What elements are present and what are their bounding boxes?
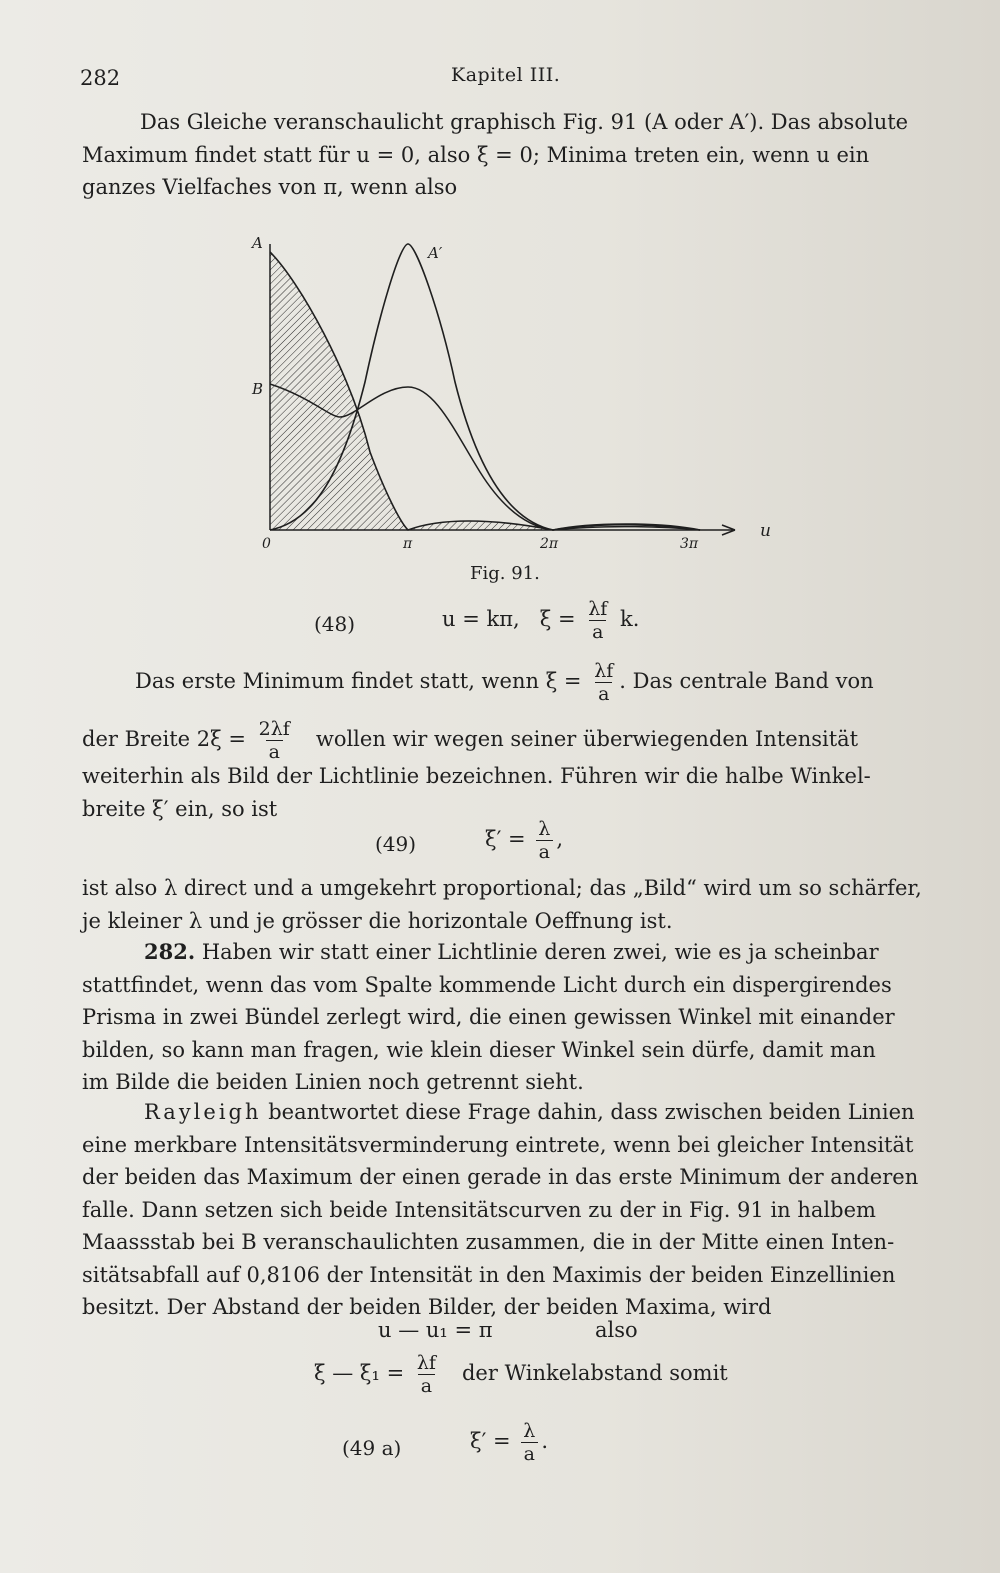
eq49-tail: , [556,827,564,851]
section-number: 282. [144,939,196,964]
also-word: also [595,1318,638,1342]
numerator: λf [594,660,614,682]
eq49a-tail: . [541,1429,549,1453]
eq49a-numerator: λ [523,1420,536,1442]
label-u-axis: u [760,521,771,541]
text-line: der beiden das Maximum der einen gerade in das erste Minimum der anderen [82,1165,919,1189]
numerator: 2λf [258,718,290,740]
eq-xi-text: der Winkelabstand somit [461,1361,728,1385]
text-line: eine merkbare Intensitätsverminderung eintrete, wenn bei gleicher Intensität [82,1132,914,1157]
text-line: ganzes Vielfaches von π, wenn also [82,175,458,199]
page-number: 282 [80,66,121,90]
text-line: je kleiner λ und je grösser die horizontale Oeffnung ist. [82,908,673,933]
text-line: Maassstab bei B veranschaulichten zusammen, die in der Mitte einen Inten- [82,1230,895,1254]
first-minimum-line [135,660,874,705]
equation-number-48: (48) [314,612,356,636]
label-B: B [252,380,264,398]
proportional-paragraph [82,872,937,937]
eq48-xi: ξ = [539,607,576,631]
text-line: wollen wir wegen seiner überwiegenden Intensität [315,727,859,751]
text-line: weiterhin als Bild der Lichtlinie bezeichnen. Führen wir die halbe Winkel- [82,764,871,788]
fraction [591,660,616,705]
section-first-line: Haben wir statt einer Lichtlinie deren zwei, wie es ja scheinbar [201,940,879,964]
equation-48 [442,598,639,643]
eq48-tail: k. [620,607,640,631]
text-line: Maximum findet statt für u = 0, also ξ = 0; Minima treten ein, wenn u ein [82,142,870,167]
band-width-line [82,718,858,763]
text-line: stattfindet, wenn das vom Spalte kommende Licht durch ein dispergirendes [82,972,892,997]
eq49a-denominator: a [521,1442,538,1465]
text-line: . Das centrale Band von [619,669,874,693]
text-line: ist also λ direct und a umgekehrt proportional; das „Bild“ wird um so schärfer, [82,876,922,900]
eq-xi-denominator: a [418,1374,435,1397]
eq49-fraction [535,818,553,863]
author-name: Rayleigh [144,1100,262,1124]
eq49a-fraction [520,1420,538,1465]
eq49-denominator: a [536,840,553,863]
text-line: besitzt. Der Abstand der beiden Bilder, der beiden Maxima, wird [82,1295,772,1319]
fraction [256,718,293,763]
running-head: Kapitel III. [451,64,561,86]
text-line [82,1096,937,1129]
tick-3pi: 3π [680,536,699,552]
rayleigh-first-line: beantwortet diese Frage dahin, dass zwischen beiden Linien [268,1100,915,1124]
figure-caption: Fig. 91. [470,563,540,584]
text-line: sitätsabfall auf 0,8106 der Intensität in den Maximis der beiden Einzellinien [82,1262,896,1287]
section-282-paragraph [82,936,937,1099]
eq49-numerator: λ [538,818,551,840]
label-A-prime: A′ [428,244,443,262]
tick-2pi: 2π [540,536,559,552]
rayleigh-paragraph [82,1096,937,1324]
text-line: bilden, so kann man fragen, wie klein dieser Winkel sein dürfe, damit man [82,1037,876,1062]
text-line: der Breite 2ξ = [82,727,246,751]
tick-pi: π [403,536,413,552]
intro-paragraph [82,106,995,204]
equation-number-49: (49) [375,832,417,856]
equation-number-49a: (49 a) [342,1436,402,1460]
denominator: a [595,682,612,705]
denominator: a [266,740,283,763]
label-A: A [252,234,263,252]
equation-u-difference: u — u₁ = π [378,1318,493,1342]
text-line: breite ξ′ ein, so ist [82,796,278,821]
eq-xi-fraction [414,1352,439,1397]
bild-paragraph [82,760,937,825]
equation-xi-difference [314,1352,728,1397]
eq-xi-lhs: ξ — ξ₁ = [314,1361,405,1385]
eq48-fraction [585,598,610,643]
eq49a-lhs: ξ′ = [470,1429,511,1453]
eq49-lhs: ξ′ = [485,827,526,851]
text-line [82,936,937,969]
text-line: Das Gleiche veranschaulicht graphisch Fig. 91 (A oder A′). Das absolute [140,110,909,134]
equation-49 [485,818,563,863]
eq48-numerator: λf [588,598,608,620]
text-line: Das erste Minimum findet statt, wenn ξ = [135,669,582,693]
eq-xi-numerator: λf [416,1352,436,1374]
eq48-lhs: u = kπ, [442,607,520,631]
text-line: Prisma in zwei Bündel zerlegt wird, die einen gewissen Winkel mit einander [82,1005,895,1029]
eq48-denominator: a [589,620,606,643]
equation-49a [470,1420,548,1465]
text-line: im Bilde die beiden Linien noch getrennt sieht. [82,1070,584,1094]
text-line: falle. Dann setzen sich beide Intensitätscurven zu der in Fig. 91 in halbem [82,1197,876,1222]
figure-91-diagram [240,222,800,562]
tick-0: 0 [262,536,271,552]
